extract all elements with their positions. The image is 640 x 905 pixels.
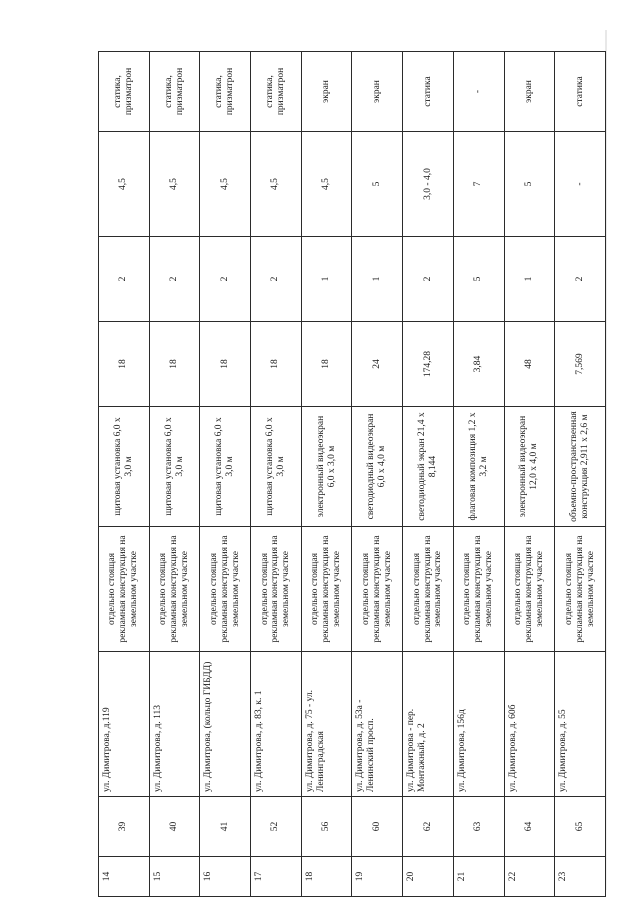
- structure-id: 60: [352, 797, 403, 857]
- row-number: 18: [301, 857, 352, 897]
- structure-type: щитовая установка 6,0 х 3,0 м: [149, 407, 200, 527]
- address: ул. Димитрова, (кольцо ГИБДД): [200, 652, 251, 797]
- row-number: 21: [453, 857, 504, 897]
- height: 4,5: [251, 132, 302, 237]
- area: 18: [251, 322, 302, 407]
- area: 7,569: [555, 322, 606, 407]
- advertising-structures-table: [98, 51, 606, 897]
- structure-id: 65: [555, 797, 606, 857]
- structure-id: 52: [251, 797, 302, 857]
- height: 5: [352, 132, 403, 237]
- technology: статика, призматрон: [149, 52, 200, 132]
- structure-id: 39: [99, 797, 150, 857]
- table-row: [403, 52, 454, 897]
- row-number: 19: [352, 857, 403, 897]
- placement: отдельно стоящая рекламная конструкция на земельном участке: [555, 527, 606, 652]
- technology: экран: [504, 52, 555, 132]
- table-row: [352, 52, 403, 897]
- address: ул. Димитрова - пер. Монтажный, д. 2: [403, 652, 454, 797]
- technology: статика: [555, 52, 606, 132]
- sides: 2: [149, 237, 200, 322]
- technology: экран: [352, 52, 403, 132]
- placement: отдельно стоящая рекламная конструкция на земельном участке: [403, 527, 454, 652]
- sides: 1: [352, 237, 403, 322]
- table-body: [99, 52, 606, 897]
- height: 5: [504, 132, 555, 237]
- technology: -: [453, 52, 504, 132]
- structure-id: 56: [301, 797, 352, 857]
- placement: отдельно стоящая рекламная конструкция на земельном участке: [251, 527, 302, 652]
- placement: отдельно стоящая рекламная конструкция на земельном участке: [200, 527, 251, 652]
- row-number: 23: [555, 857, 606, 897]
- table-row: [149, 52, 200, 897]
- structure-id: 41: [200, 797, 251, 857]
- address: ул. Димитрова, д.119: [99, 652, 150, 797]
- table-row: [200, 52, 251, 897]
- structure-type: электронный видеоэкран 6,0 х 3,0 м: [301, 407, 352, 527]
- technology: статика, призматрон: [99, 52, 150, 132]
- table-row: [99, 52, 150, 897]
- address: ул. Димитрова, д. 113: [149, 652, 200, 797]
- height: 4,5: [200, 132, 251, 237]
- structure-id: 62: [403, 797, 454, 857]
- technology: статика: [403, 52, 454, 132]
- area: 48: [504, 322, 555, 407]
- structure-id: 63: [453, 797, 504, 857]
- address: ул. Димитрова, д. 75 - ул. Ленинградская: [301, 652, 352, 797]
- table-row: [251, 52, 302, 897]
- structure-type: щитовая установка 6,0 х 3,0 м: [99, 407, 150, 527]
- height: 3,0 - 4,0: [403, 132, 454, 237]
- sides: 2: [555, 237, 606, 322]
- area: 3,84: [453, 322, 504, 407]
- technology: статика, призматрон: [251, 52, 302, 132]
- height: 4,5: [99, 132, 150, 237]
- address: ул. Димитрова, д. 60б: [504, 652, 555, 797]
- address: ул. Димитрова, 156д: [453, 652, 504, 797]
- structure-type: светодиодный видеоэкран 6,0 х 4,0 м: [352, 407, 403, 527]
- technology: статика, призматрон: [200, 52, 251, 132]
- area: 18: [301, 322, 352, 407]
- structure-id: 40: [149, 797, 200, 857]
- sides: 5: [453, 237, 504, 322]
- table-row: [301, 52, 352, 897]
- structure-type: светодиодный экран 21,4 х 8,144: [403, 407, 454, 527]
- area: 18: [200, 322, 251, 407]
- sides: 2: [99, 237, 150, 322]
- height: 7: [453, 132, 504, 237]
- structure-id: 64: [504, 797, 555, 857]
- area: 174,28: [403, 322, 454, 407]
- address: ул. Димитрова, д. 55: [555, 652, 606, 797]
- structure-type: щитовая установка 6,0 х 3,0 м: [251, 407, 302, 527]
- rotated-table-wrapper: [98, 52, 606, 897]
- technology: экран: [301, 52, 352, 132]
- structure-type: электронный видеоэкран 12,0 х 4,0 м: [504, 407, 555, 527]
- table-row: [504, 52, 555, 897]
- row-number: 20: [403, 857, 454, 897]
- area: 18: [149, 322, 200, 407]
- structure-type: флаговая композиция 1,2 х 3,2 м: [453, 407, 504, 527]
- structure-type: щитовая установка 6,0 х 3,0 м: [200, 407, 251, 527]
- sides: 1: [301, 237, 352, 322]
- area: 24: [352, 322, 403, 407]
- placement: отдельно стоящая рекламная конструкция на земельном участке: [301, 527, 352, 652]
- sides: 2: [403, 237, 454, 322]
- placement: отдельно стоящая рекламная конструкция на земельном участке: [99, 527, 150, 652]
- height: -: [555, 132, 606, 237]
- placement: отдельно стоящая рекламная конструкция на земельном участке: [504, 527, 555, 652]
- address: ул. Димитрова, д. 83, к. 1: [251, 652, 302, 797]
- table-row: [555, 52, 606, 897]
- table-row: [453, 52, 504, 897]
- sides: 2: [251, 237, 302, 322]
- row-number: 14: [99, 857, 150, 897]
- placement: отдельно стоящая рекламная конструкция на земельном участке: [352, 527, 403, 652]
- area: 18: [99, 322, 150, 407]
- sides: 1: [504, 237, 555, 322]
- height: 4,5: [301, 132, 352, 237]
- row-number: 16: [200, 857, 251, 897]
- height: 4,5: [149, 132, 200, 237]
- placement: отдельно стоящая рекламная конструкция на земельном участке: [149, 527, 200, 652]
- row-number: 17: [251, 857, 302, 897]
- address: ул. Димитрова, д. 53а - Ленинский просп.: [352, 652, 403, 797]
- placement: отдельно стоящая рекламная конструкция на земельном участке: [453, 527, 504, 652]
- sides: 2: [200, 237, 251, 322]
- row-number: 22: [504, 857, 555, 897]
- row-number: 15: [149, 857, 200, 897]
- structure-type: объемно-пространственная конструкция 2,911 х 2,6 м: [555, 407, 606, 527]
